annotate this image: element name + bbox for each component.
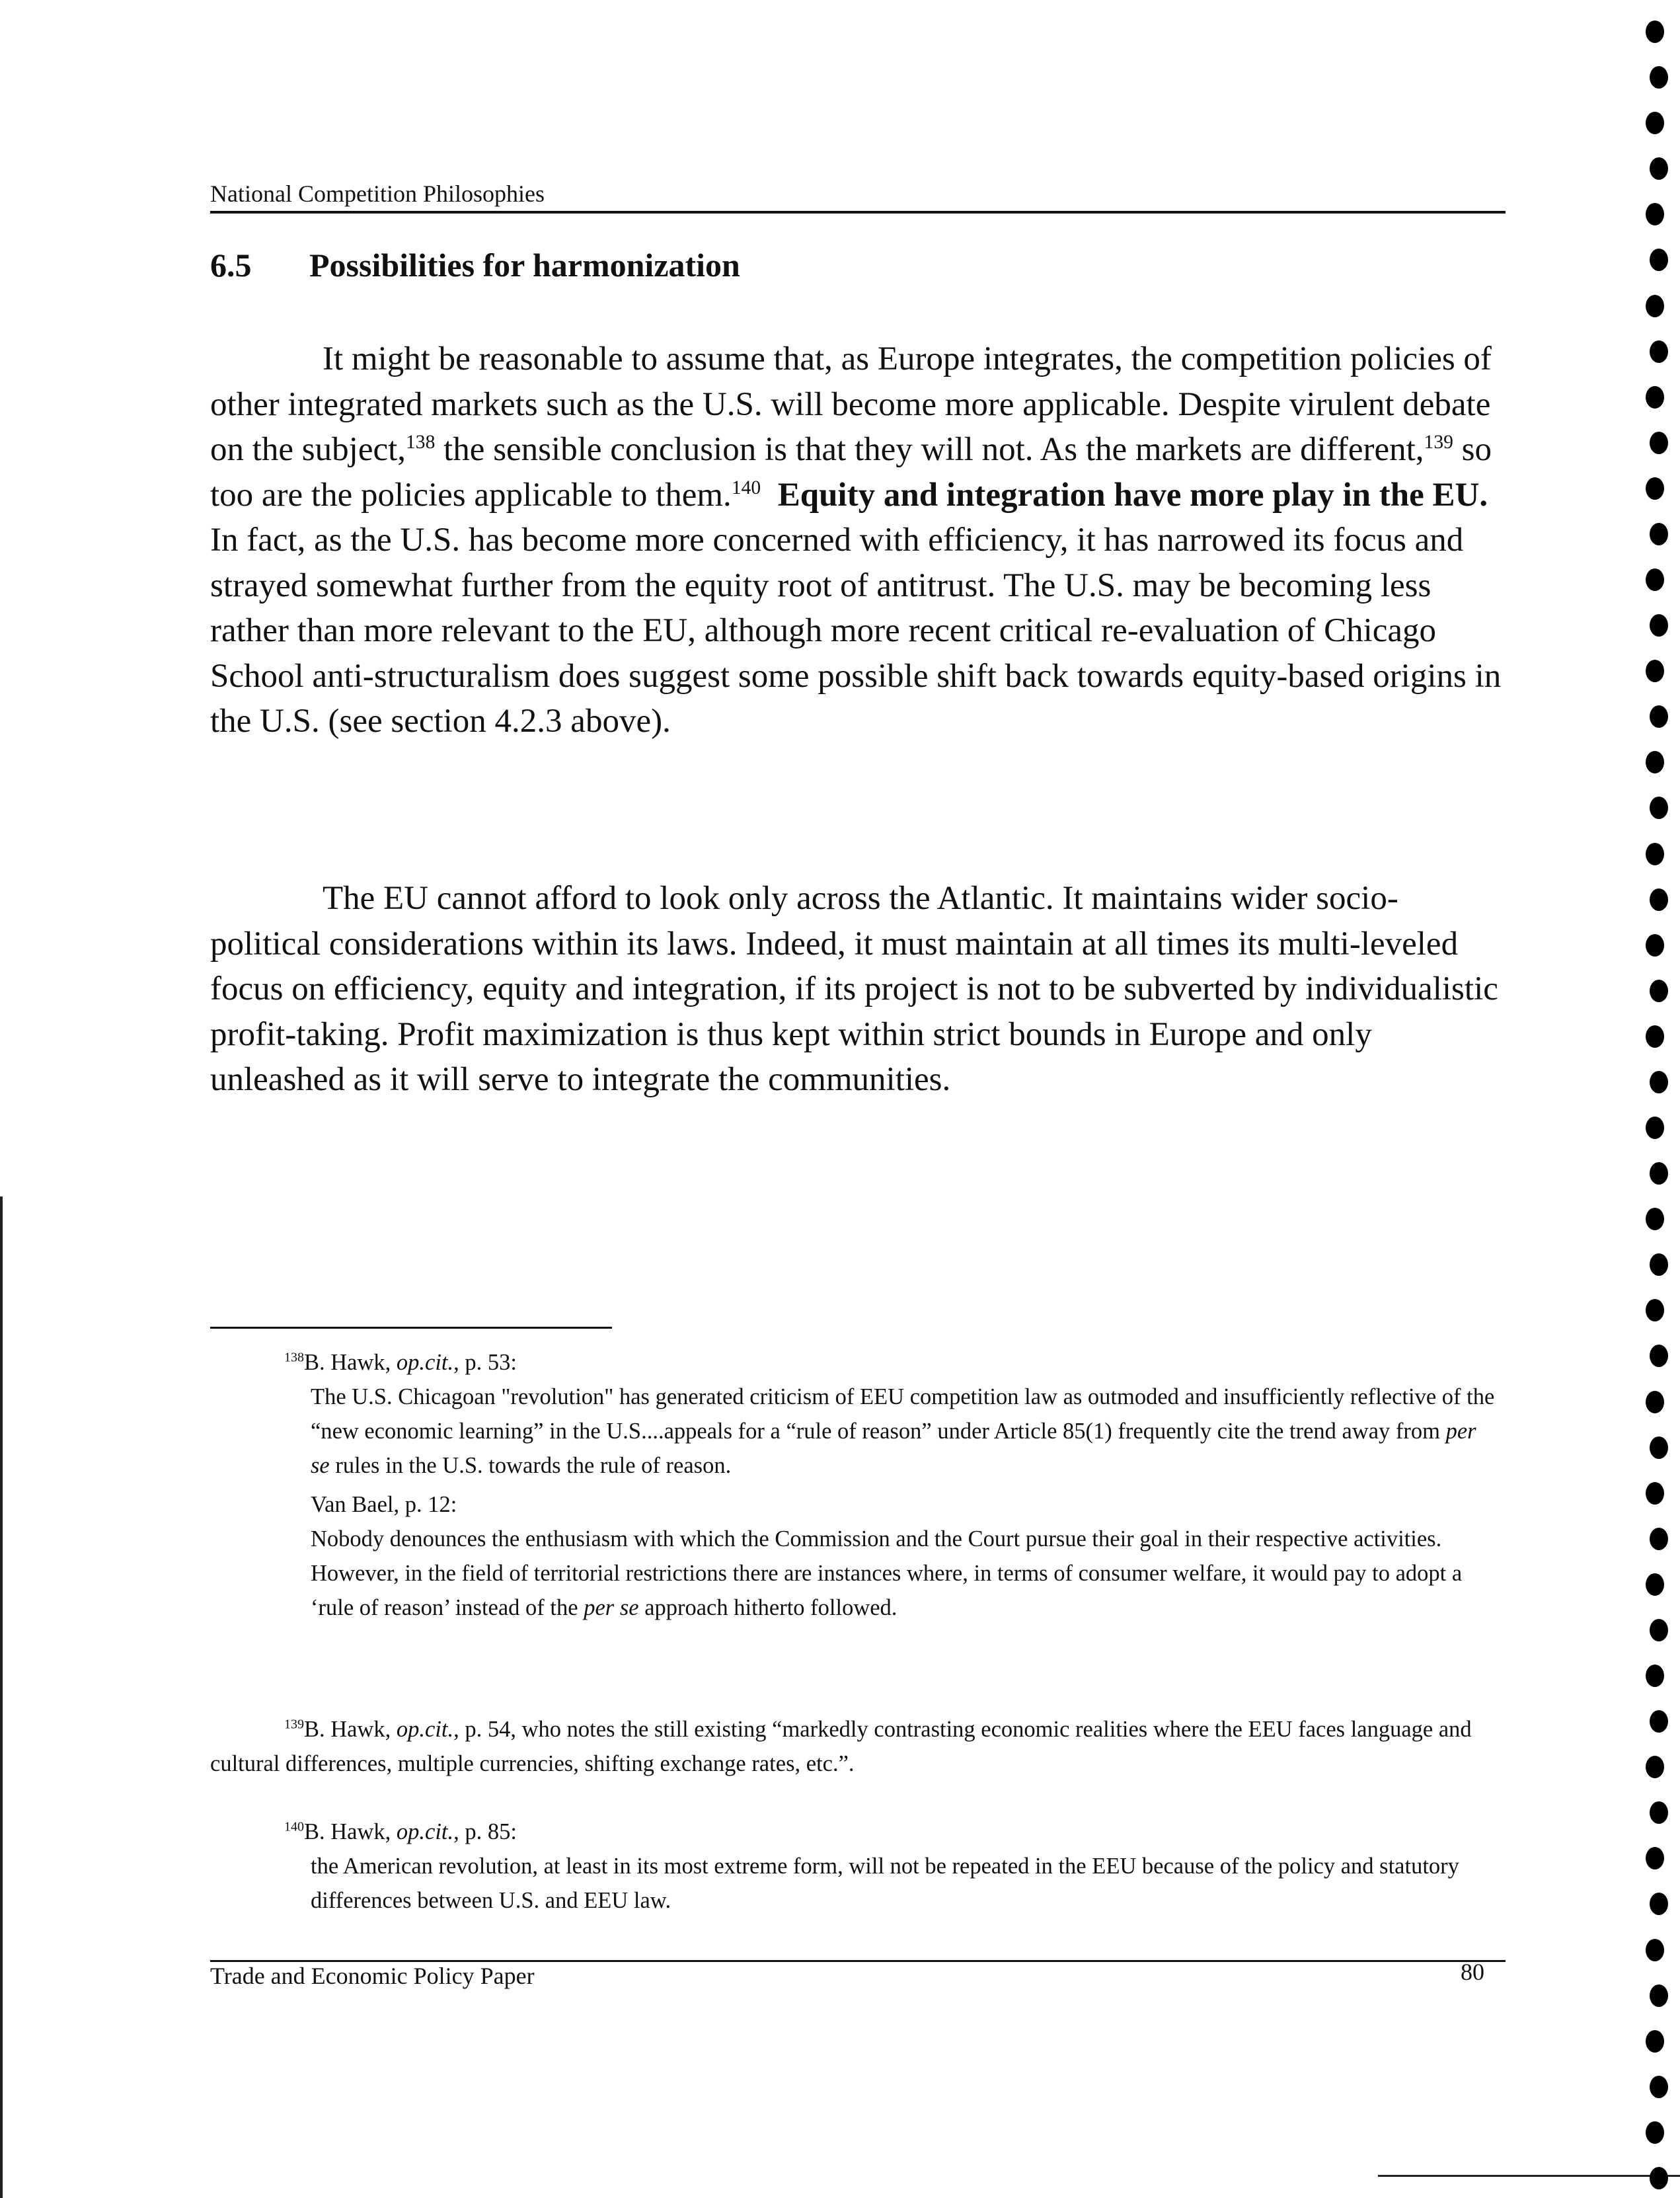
- binding-hole: [1650, 432, 1668, 454]
- binding-hole: [1650, 2076, 1668, 2098]
- binding-hole: [1646, 1573, 1664, 1596]
- footnote-139: $^{139}$B. Hawk, op.cit., p. 54, who notes the still existing “markedly contrasting economic realities where the EEU faces language and cultural differences, multiple currencies, shifting exchange rates, etc.”.: [210, 1717, 1472, 1776]
- section-title: Possibilities for harmonization: [309, 247, 740, 284]
- footnote-138-second-quote: Nobody denounces the enthusiasm with which the Commission and the Court pursue their goal in their respective activities. However, in the field of territorial restrictions there are instances where, in terms of consumer welfare, it would pay to adopt a ‘rule of reason’ instead of the per se approach hitherto followed.: [311, 1526, 1463, 1620]
- footnote-140-quote: the American revolution, at least in its most extreme form, will not be repeated in the EEU because of the policy and statutory differences between U.S. and EEU law.: [311, 1854, 1459, 1913]
- binding-hole: [1646, 660, 1664, 682]
- binding-hole: [1650, 340, 1668, 363]
- binding-hole: [1650, 1619, 1668, 1641]
- binding-hole: [1646, 295, 1664, 317]
- binding-hole: [1646, 477, 1664, 500]
- binding-hole: [1650, 1801, 1668, 1824]
- binding-hole: [1650, 1071, 1668, 1093]
- footnote-number: 139: [284, 1717, 304, 1732]
- footnote-number: 138: [284, 1350, 304, 1365]
- binding-hole: [1650, 614, 1668, 637]
- body-paragraph-2: The EU cannot afford to look only across the Atlantic. It maintains wider socio-political considerations within its laws. Indeed, it must maintain at all times its multi-leveled focus on efficiency, equity and integration, if its project is not to be subverted by individualistic profit-taking. Profit maximization is thus kept within strict bounds in Europe and only unleashed as it will serve to integrate the communities.: [210, 880, 1498, 1098]
- footnote-number: 140: [284, 1819, 304, 1834]
- binding-hole: [1646, 934, 1664, 957]
- section-number: 6.5: [210, 247, 252, 284]
- binding-hole: [1650, 66, 1668, 89]
- binding-hole: [1646, 1117, 1664, 1139]
- binding-hole: [1646, 751, 1664, 773]
- binding-hole: [1650, 705, 1668, 728]
- binding-hole: [1646, 1482, 1664, 1505]
- binding-holes: [1642, 0, 1680, 2198]
- binding-hole: [1646, 20, 1664, 43]
- emphasized-sentence: Equity and integration have more play in the EU.: [777, 476, 1488, 514]
- binding-hole: [1650, 1436, 1668, 1459]
- binding-hole: [1650, 2167, 1668, 2189]
- binding-hole: [1646, 2030, 1664, 2053]
- binding-hole: [1646, 1391, 1664, 1413]
- footnote-138-quote: The U.S. Chicagoan "revolution" has generated criticism of EEU competition law as outmoded and insufficiently reflective of the “new economic learning” in the U.S....appeals for a “rule of reason” under Article 85(1) frequently cite the trend away from per se rules in the U.S. towards the rule of reason.: [311, 1384, 1495, 1478]
- scan-edge-mark: [1378, 2175, 1680, 2177]
- body-paragraph-1: It might be reasonable to assume that, as Europe integrates, the competition policies of other integrated markets such as the U.S. will become more applicable. Despite virulent debate on the subject,$^{138}$ the sensible conclusion is that they will not. As the markets are different,$^{139}$ so too are the policies applicable to them.$^{140}$ Equity and integration have more play in the EU. In fact, as the U.S. has become more concerned with efficiency, it has narrowed its focus and strayed somewhat further from the equity root of antitrust. The U.S. may be becoming less rather than more relevant to the EU, although more recent critical re-evaluation of Chicago School anti-structuralism does suggest some possible shift back towards equity-based origins in the U.S. (see section 4.2.3 above).: [210, 340, 1502, 740]
- footer-title: Trade and Economic Policy Paper: [210, 1963, 535, 1989]
- binding-hole: [1650, 797, 1668, 819]
- footnote-ref-139[interactable]: 139: [1424, 432, 1453, 453]
- binding-hole: [1650, 980, 1668, 1002]
- binding-hole: [1646, 1847, 1664, 1869]
- binding-hole: [1646, 203, 1664, 225]
- binding-hole: [1650, 1253, 1668, 1276]
- footnote-138-second-citation: Van Bael, p. 12:: [311, 1492, 457, 1517]
- binding-hole: [1646, 386, 1664, 409]
- footnote-separator: [210, 1327, 612, 1329]
- footnote-140-citation: $^{140}$B. Hawk, op.cit., p. 85:: [284, 1819, 517, 1844]
- binding-hole: [1646, 843, 1664, 865]
- binding-hole: [1650, 249, 1668, 271]
- binding-hole: [1646, 569, 1664, 591]
- binding-hole: [1650, 157, 1668, 180]
- binding-hole: [1646, 112, 1664, 134]
- binding-hole: [1646, 1025, 1664, 1048]
- binding-hole: [1646, 2121, 1664, 2144]
- binding-hole: [1650, 1710, 1668, 1733]
- binding-hole: [1646, 1756, 1664, 1778]
- running-header: National Competition Philosophies: [210, 180, 545, 207]
- binding-hole: [1650, 1528, 1668, 1550]
- binding-hole: [1646, 1939, 1664, 1961]
- binding-hole: [1650, 1893, 1668, 1915]
- section-heading: [210, 246, 740, 284]
- binding-hole: [1646, 1665, 1664, 1687]
- page-number: 80: [1461, 1959, 1484, 1985]
- binding-hole: [1646, 1208, 1664, 1230]
- binding-hole: [1650, 888, 1668, 911]
- binding-hole: [1650, 523, 1668, 545]
- binding-hole: [1646, 1299, 1664, 1321]
- binding-hole: [1650, 1162, 1668, 1185]
- binding-hole: [1650, 1984, 1668, 2007]
- footnote-ref-140[interactable]: 140: [731, 477, 761, 498]
- footnote-138-citation: $^{138}$B. Hawk, op.cit., p. 53:: [284, 1350, 517, 1375]
- footnote-ref-138[interactable]: 138: [406, 432, 436, 453]
- scan-edge-mark: [0, 1197, 3, 2198]
- binding-hole: [1650, 1345, 1668, 1367]
- header-rule: [210, 211, 1506, 214]
